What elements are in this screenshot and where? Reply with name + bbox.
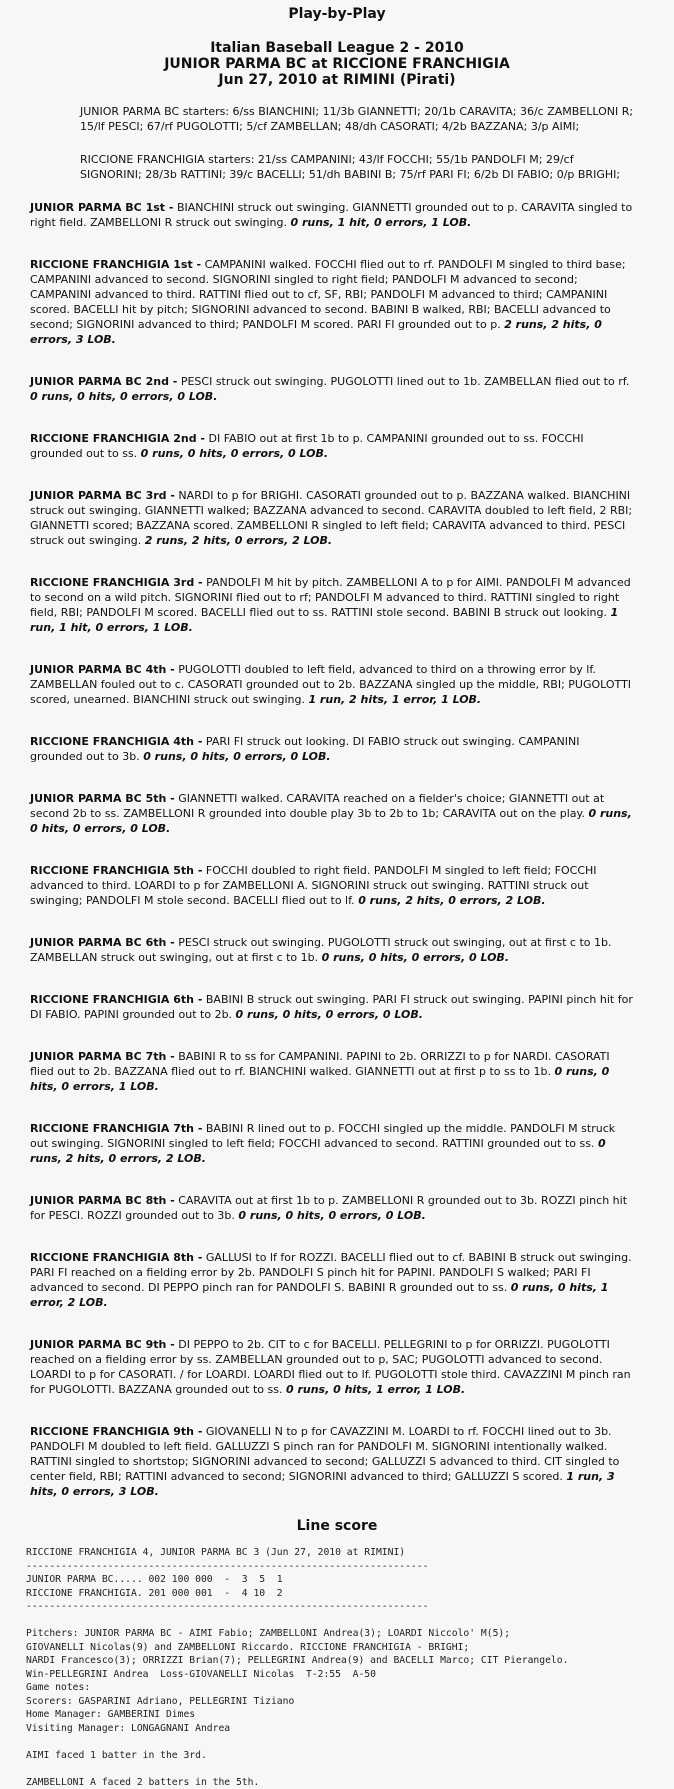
inning-label: JUNIOR PARMA BC 5th - — [30, 792, 175, 805]
inning-label: RICCIONE FRANCHIGIA 4th - — [30, 735, 202, 748]
inning-summary: 2 runs, 2 hits, 0 errors, 3 LOB. — [30, 318, 602, 346]
inning-plays: GIOVANELLI N to p for CAVAZZINI M. LOARDI to rf. FOCCHI lined out to 3b. PANDOLFI M doubled to left field. GALLUZZI S pinch ran for PANDOLFI M. SIGNORINI intentionally walked. RATTINI singled to shortstop; SIGNORINI advanced to second; GALLUZZI S advanced to third. CIT singled to center field, RBI; RATTINI advanced to second; SIGNORINI advanced to third; GALLUZZI S scored. — [30, 1425, 619, 1483]
inning-plays: DI PEPPO to 2b. CIT to c for BACELLI. PELLEGRINI to p for ORRIZZI. PUGOLOTTI reached on a fielding error by ss. ZAMBELLAN grounded out to p, SAC; PUGOLOTTI advanced to second. LOARDI to p for CASORATI. / for LOARDI. LOARDI flied out to lf. PUGOLOTTI stole third. CAVAZZINI M pinch ran for PUGOLOTTI. BAZZANA grounded out to ss. — [30, 1338, 631, 1396]
play-by-play-list — [30, 200, 634, 1499]
line-score-line: Home Manager: GAMBERINI Dimes — [26, 1708, 674, 1722]
inning-entry — [30, 374, 634, 404]
inning-plays: BABINI B struck out swinging. PARI FI struck out swinging. PAPINI pinch hit for DI FABIO. PAPINI grounded out to 2b. — [30, 993, 633, 1021]
inning-label: JUNIOR PARMA BC 4th - — [30, 663, 175, 676]
inning-summary: 1 run, 1 hit, 0 errors, 1 LOB. — [30, 606, 618, 634]
inning-plays: PUGOLOTTI doubled to left field, advanced to third on a throwing error by lf. ZAMBELLAN fouled out to c. CASORATI grounded out to 2b. BAZZANA singled up the middle, RBI; PUGOLOTTI scored, unearned. BIANCHINI struck out swinging. — [30, 663, 631, 706]
line-score-line — [26, 1735, 674, 1749]
date-location: Jun 27, 2010 at RIMINI (Pirati) — [0, 72, 674, 88]
inning-entry — [30, 1121, 634, 1166]
line-score-block — [26, 1546, 674, 1789]
line-score-line: RICCIONE FRANCHIGIA. 201 000 001 - 4 10 2 — [26, 1587, 674, 1601]
line-score-line: Scorers: GASPARINI Adriano, PELLEGRINI Tiziano — [26, 1695, 674, 1709]
inning-entry — [30, 488, 634, 548]
line-score-line: Pitchers: JUNIOR PARMA BC - AIMI Fabio; ZAMBELLONI Andrea(3); LOARDI Niccolo' M(5); — [26, 1627, 674, 1641]
inning-summary: 1 run, 3 hits, 0 errors, 3 LOB. — [30, 1470, 615, 1498]
away-starters: JUNIOR PARMA BC starters: 6/ss BIANCHINI; 11/3b GIANNETTI; 20/1b CARAVITA; 36/c ZAMBELLONI R; 15/lf PESCI; 67/rf PUGOLOTTI; 5/cf ZAMBELLAN; 48/dh CASORATI; 4/2b BAZZANA; 3/p AIMI; — [80, 104, 634, 134]
inning-entry — [30, 1337, 634, 1397]
inning-plays: PARI FI struck out looking. DI FABIO struck out swinging. CAMPANINI grounded out to 3b. — [30, 735, 579, 763]
inning-plays: PANDOLFI M hit by pitch. ZAMBELLONI A to p for AIMI. PANDOLFI M advanced to second on a wild pitch. SIGNORINI flied out to rf; PANDOLFI M advanced to third. RATTINI singled to right field, RBI; PANDOLFI M scored. BACELLI flied out to ss. RATTINI stole second. BABINI B struck out looking. — [30, 576, 631, 619]
inning-label: RICCIONE FRANCHIGIA 9th - — [30, 1425, 202, 1438]
inning-summary: 0 runs, 0 hits, 0 errors, 0 LOB. — [238, 1209, 425, 1222]
inning-plays: GALLUSI to lf for ROZZI. BACELLI flied out to cf. BABINI B struck out swinging. PARI FI reached on a fielding error by 2b. PANDOLFI S pinch hit for PAPINI. PANDOLFI S walked; PARI FI advanced to second. DI PEPPO pinch ran for PANDOLFI S. BABINI R grounded out to ss. — [30, 1251, 632, 1294]
inning-summary: 0 runs, 0 hits, 0 errors, 0 LOB. — [322, 951, 509, 964]
inning-entry — [30, 992, 634, 1022]
line-score-line: Win-PELLEGRINI Andrea Loss-GIOVANELLI Nicolas T-2:55 A-50 — [26, 1668, 674, 1682]
inning-label: RICCIONE FRANCHIGIA 1st - — [30, 258, 201, 271]
inning-summary: 0 runs, 0 hits, 0 errors, 0 LOB. — [236, 1008, 423, 1021]
line-score-line: --------------------------------------------------------------------- — [26, 1560, 674, 1574]
inning-label: JUNIOR PARMA BC 1st - — [30, 201, 173, 214]
inning-summary: 0 runs, 0 hits, 0 errors, 0 LOB. — [141, 447, 328, 460]
inning-summary: 1 run, 2 hits, 1 error, 1 LOB. — [308, 693, 481, 706]
inning-plays: PESCI struck out swinging. PUGOLOTTI struck out swinging, out at first c to 1b. ZAMBELLAN struck out swinging, out at first c to 1b. — [30, 936, 612, 964]
inning-entry — [30, 662, 634, 707]
line-score-line: --------------------------------------------------------------------- — [26, 1600, 674, 1614]
inning-label: JUNIOR PARMA BC 8th - — [30, 1194, 175, 1207]
line-score-line: JUNIOR PARMA BC..... 002 100 000 - 3 5 1 — [26, 1573, 674, 1587]
matchup: JUNIOR PARMA BC at RICCIONE FRANCHIGIA — [0, 56, 674, 72]
inning-plays: CAMPANINI walked. FOCCHI flied out to rf. PANDOLFI M singled to third base; CAMPANINI advanced to second. SIGNORINI singled to right field; PANDOLFI M advanced to second; CAMPANINI advanced to third. RATTINI flied out to cf, SF, RBI; PANDOLFI M advanced to third; CAMPANINI scored. BACELLI hit by pitch; SIGNORINI advanced to second. BABINI B walked, RBI; BACELLI advanced to second; SIGNORINI advanced to third; PANDOLFI M scored. PARI FI grounded out to p. — [30, 258, 626, 331]
inning-summary: 0 runs, 2 hits, 0 errors, 2 LOB. — [358, 894, 545, 907]
inning-label: JUNIOR PARMA BC 3rd - — [30, 489, 175, 502]
inning-entry — [30, 863, 634, 908]
inning-label: JUNIOR PARMA BC 9th - — [30, 1338, 175, 1351]
league-name: Italian Baseball League 2 - 2010 — [0, 40, 674, 56]
inning-entry — [30, 1424, 634, 1499]
line-score-line: AIMI faced 1 batter in the 3rd. — [26, 1749, 674, 1763]
inning-plays: NARDI to p for BRIGHI. CASORATI grounded out to p. BAZZANA walked. BIANCHINI struck out swinging. GIANNETTI walked; BAZZANA advanced to second. CARAVITA doubled to left field, 2 RBI; GIANNETTI scored; BAZZANA scored. ZAMBELLONI R singled to left field; CARAVITA advanced to third. PESCI struck out swinging. — [30, 489, 632, 547]
inning-summary: 0 runs, 0 hits, 1 error, 1 LOB. — [286, 1383, 465, 1396]
line-score-line — [26, 1614, 674, 1628]
inning-entry — [30, 1250, 634, 1310]
inning-plays: BABINI R to ss for CAMPANINI. PAPINI to 2b. ORRIZZI to p for NARDI. CASORATI flied out to 2b. BAZZANA flied out to rf. BIANCHINI walked. GIANNETTI out at first p to ss to 1b. — [30, 1050, 610, 1078]
inning-label: JUNIOR PARMA BC 6th - — [30, 936, 175, 949]
inning-plays: FOCCHI doubled to right field. PANDOLFI M singled to left field; FOCCHI advanced to third. LOARDI to p for ZAMBELLONI A. SIGNORINI struck out swinging. RATTINI struck out swinging; PANDOLFI M stole second. BACELLI flied out to lf. — [30, 864, 597, 907]
inning-label: RICCIONE FRANCHIGIA 5th - — [30, 864, 202, 877]
inning-label: RICCIONE FRANCHIGIA 7th - — [30, 1122, 202, 1135]
inning-label: JUNIOR PARMA BC 2nd - — [30, 375, 177, 388]
inning-summary: 0 runs, 2 hits, 0 errors, 2 LOB. — [30, 1137, 606, 1165]
inning-summary: 0 runs, 0 hits, 0 errors, 0 LOB. — [30, 807, 632, 835]
inning-entry — [30, 1193, 634, 1223]
inning-summary: 0 runs, 1 hit, 0 errors, 1 LOB. — [290, 216, 471, 229]
inning-entry — [30, 431, 634, 461]
inning-entry — [30, 200, 634, 230]
inning-entry — [30, 935, 634, 965]
line-score-line: GIOVANELLI Nicolas(9) and ZAMBELLONI Riccardo. RICCIONE FRANCHIGIA - BRIGHI; — [26, 1641, 674, 1655]
line-score-line: RICCIONE FRANCHIGIA 4, JUNIOR PARMA BC 3 (Jun 27, 2010 at RIMINI) — [26, 1546, 674, 1560]
line-score-title: Line score — [0, 1518, 674, 1534]
inning-plays: BABINI R lined out to p. FOCCHI singled up the middle. PANDOLFI M struck out swinging. SIGNORINI singled to left field; FOCCHI advanced to second. RATTINI grounded out to ss. — [30, 1122, 615, 1150]
line-score-line: NARDI Francesco(3); ORRIZZI Brian(7); PELLEGRINI Andrea(9) and BACELLI Marco; CIT Pierangelo. — [26, 1654, 674, 1668]
inning-summary: 0 runs, 0 hits, 0 errors, 0 LOB. — [30, 390, 217, 403]
game-header — [0, 40, 674, 88]
inning-plays: DI FABIO out at first 1b to p. CAMPANINI grounded out to ss. FOCCHI grounded out to ss. — [30, 432, 584, 460]
inning-entry — [30, 1049, 634, 1094]
starters-section — [80, 104, 634, 182]
inning-plays: PESCI struck out swinging. PUGOLOTTI lined out to 1b. ZAMBELLAN flied out to rf. — [177, 375, 629, 388]
inning-label: RICCIONE FRANCHIGIA 3rd - — [30, 576, 203, 589]
inning-plays: BIANCHINI struck out swinging. GIANNETTI grounded out to p. CARAVITA singled to right field. ZAMBELLONI R struck out swinging. — [30, 201, 632, 229]
inning-plays: CARAVITA out at first 1b to p. ZAMBELLONI R grounded out to 3b. ROZZI pinch hit for PESCI. ROZZI grounded out to 3b. — [30, 1194, 627, 1222]
line-score-line: Game notes: — [26, 1681, 674, 1695]
inning-plays: GIANNETTI walked. CARAVITA reached on a fielder's choice; GIANNETTI out at second 2b to ss. ZAMBELLONI R grounded into double play 3b to 2b to 1b; CARAVITA out on the play. — [30, 792, 604, 820]
page-title: Play-by-Play — [0, 0, 674, 28]
inning-summary: 2 runs, 2 hits, 0 errors, 2 LOB. — [145, 534, 332, 547]
line-score-line: Visiting Manager: LONGAGNANI Andrea — [26, 1722, 674, 1736]
line-score-line — [26, 1762, 674, 1776]
inning-entry — [30, 257, 634, 347]
line-score-line: ZAMBELLONI A faced 2 batters in the 5th. — [26, 1776, 674, 1789]
inning-entry — [30, 734, 634, 764]
home-starters: RICCIONE FRANCHIGIA starters: 21/ss CAMPANINI; 43/lf FOCCHI; 55/1b PANDOLFI M; 29/cf SIGNORINI; 28/3b RATTINI; 39/c BACELLI; 51/dh BABINI B; 75/rf PARI FI; 6/2b DI FABIO; 0/p BRIGHI; — [80, 152, 634, 182]
inning-entry — [30, 791, 634, 836]
inning-label: JUNIOR PARMA BC 7th - — [30, 1050, 175, 1063]
inning-entry — [30, 575, 634, 635]
inning-label: RICCIONE FRANCHIGIA 8th - — [30, 1251, 202, 1264]
inning-label: RICCIONE FRANCHIGIA 6th - — [30, 993, 202, 1006]
inning-summary: 0 runs, 0 hits, 0 errors, 0 LOB. — [143, 750, 330, 763]
inning-summary: 0 runs, 0 hits, 1 error, 2 LOB. — [30, 1281, 608, 1309]
inning-label: RICCIONE FRANCHIGIA 2nd - — [30, 432, 205, 445]
inning-summary: 0 runs, 0 hits, 0 errors, 1 LOB. — [30, 1065, 609, 1093]
